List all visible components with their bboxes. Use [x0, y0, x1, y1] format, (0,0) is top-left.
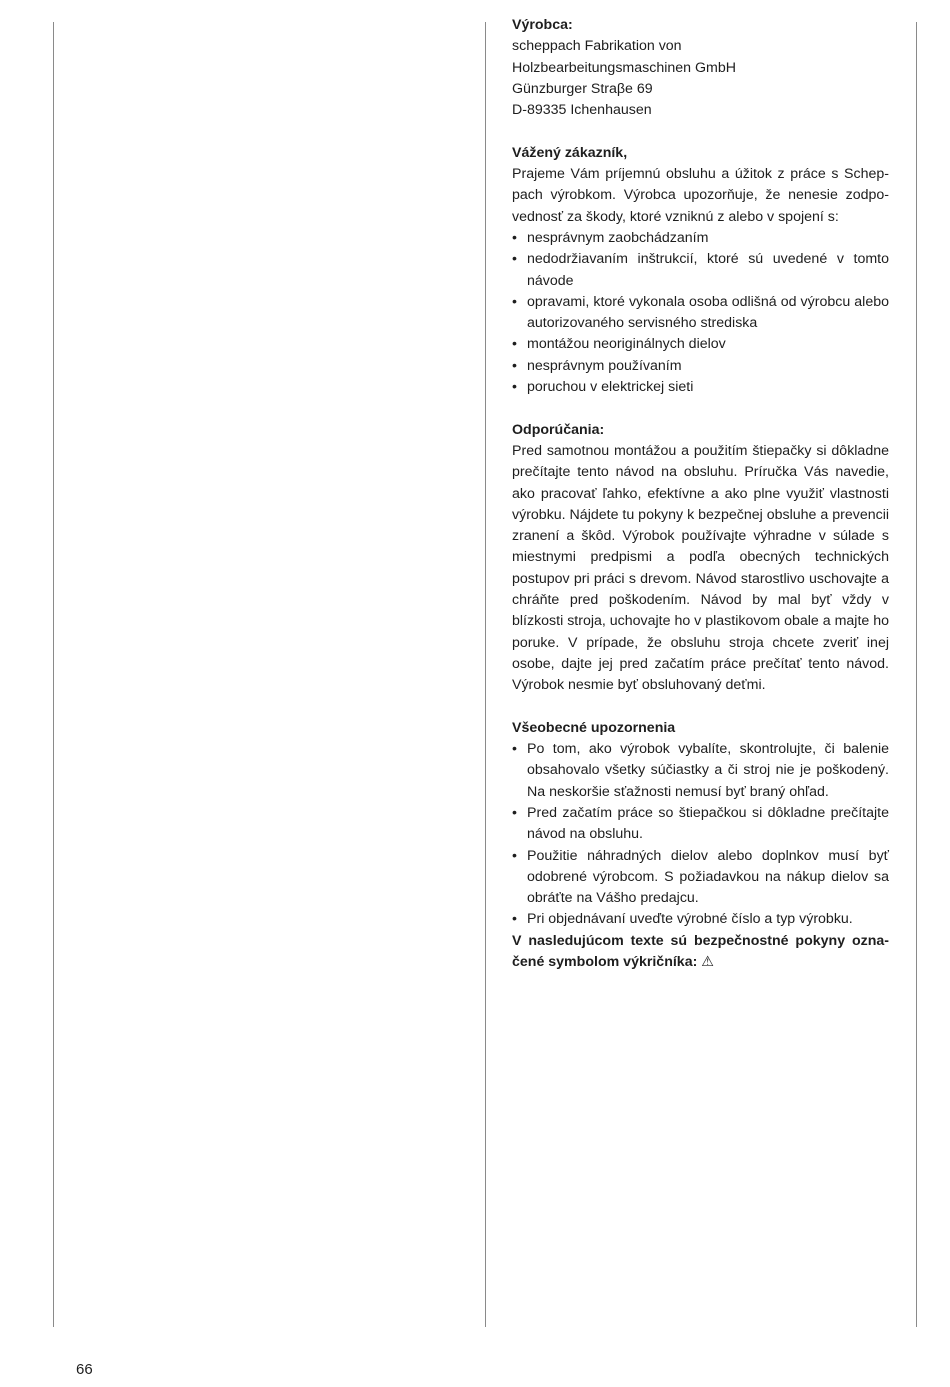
list-item-text: Pred začatím práce so štiepačkou si dôkladne prečítajte návod na obsluhu. [527, 804, 889, 843]
bullet-icon: • [512, 911, 517, 928]
safety-symbol-note [512, 931, 889, 974]
page-number: 66 [76, 1361, 93, 1378]
list-item-text: nesprávnym používaním [527, 357, 682, 374]
customer-heading: Vážený zákazník, [512, 144, 628, 161]
center-column-rule [485, 22, 486, 1327]
customer-intro: Prajeme Vám príjemnú obsluhu a úžitok z práce s Scheppach výrobkom. Výrobca upozorňuje, že nenesie zodpovednosť za škody, ktoré vzniknú z alebo v spojení s: [512, 166, 889, 225]
list-item-text: opravami, ktoré vykonala osoba odlišná od výrobcu alebo autorizovaného servisného strediska [527, 293, 889, 332]
list-item [512, 377, 889, 398]
list-item [512, 803, 889, 846]
customer-block [512, 143, 889, 399]
recommendations-block [512, 420, 889, 697]
list-item [512, 909, 889, 930]
list-item-text: Po tom, ako výrobok vybalíte, skontrolujte, či balenie obsahovalo všetky súčiastky a či stroj nie je poškodený. Na neskoršie sťažnosti nemusí byť braný ohľad. [527, 741, 889, 800]
manufacturer-heading: Výrobca: [512, 17, 573, 33]
list-item [512, 846, 889, 910]
list-item [512, 228, 889, 249]
manufacturer-line: scheppach Fabrikation von [512, 38, 682, 55]
manufacturer-line: D-89335 Ichenhausen [512, 102, 652, 119]
list-item-text: montážou neoriginálnych dielov [527, 336, 726, 353]
list-item-text: nesprávnym zaobchádzaním [527, 229, 709, 246]
right-text-column [512, 15, 889, 973]
left-column-rule [53, 22, 54, 1327]
warning-triangle-icon: ⚠ [701, 954, 714, 971]
recommendations-heading: Odporúčania: [512, 421, 605, 438]
right-column-rule [916, 22, 917, 1327]
bullet-icon: • [512, 741, 517, 758]
list-item-text: Pri objednávaní uveďte výrobné číslo a typ výrobku. [527, 911, 853, 928]
list-item-text: nedodržiavaním inštrukcií, ktoré sú uvedené v tomto návode [527, 251, 889, 289]
list-item-text: Použitie náhradných dielov alebo doplnkov musí byť odobrené výrobcom. S požiadavkou na nákup dielov sa obráťte na Vášho predajcu. [527, 847, 889, 907]
bullet-icon: • [512, 357, 517, 374]
bullet-icon: • [512, 847, 517, 864]
manufacturer-line: Holzbearbeitungsmaschinen GmbH [512, 59, 736, 76]
general-notices-block [512, 718, 889, 974]
list-item [512, 356, 889, 377]
bullet-icon: • [512, 229, 517, 246]
list-item-text: poruchou v elektrickej sieti [527, 379, 694, 396]
bullet-icon: • [512, 336, 517, 353]
bullet-icon: • [512, 251, 517, 268]
general-notices-heading: Všeobecné upozornenia [512, 719, 676, 736]
general-notices-list [512, 739, 889, 931]
list-item [512, 292, 889, 335]
manufacturer-line: Günzburger Straβe 69 [512, 80, 653, 97]
manufacturer-block [512, 15, 889, 121]
bullet-icon: • [512, 804, 517, 821]
safety-symbol-note-text: V nasledujúcom texte sú bezpečnostné pokyny označené symbolom výkričníka: [512, 932, 889, 971]
liability-list [512, 228, 889, 398]
list-item [512, 249, 889, 292]
recommendations-text: Pred samotnou montážou a použitím štiepačky si dôkladne prečítajte tento návod na obsluhu. Príručka Vás navedie, ako pracovať ľahko, efektívne a ako plne využiť vlastnosti výrobku. Nájdete tu pokyny k bezpečnej obsluhe a prevencii zranení a škôd. Výrobok používajte výhradne v súlade s miestnymi predpismi a podľa obecných technických postupov pri práci s drevom. Návod starostlivo uschovajte a chráňte pred poškodením. Návod by mal byť vždy v blízkosti stroja, uchovajte ho v plastikovom obale a majte ho poruke. V prípade, že obsluhu stroja chcete zveriť inej osobe, dajte jej pred začatím práce prečítať tento návod. Výrobok nesmie byť obsluhovaný deťmi. [512, 442, 889, 694]
list-item [512, 739, 889, 803]
bullet-icon: • [512, 379, 517, 396]
bullet-icon: • [512, 293, 517, 310]
list-item [512, 334, 889, 355]
